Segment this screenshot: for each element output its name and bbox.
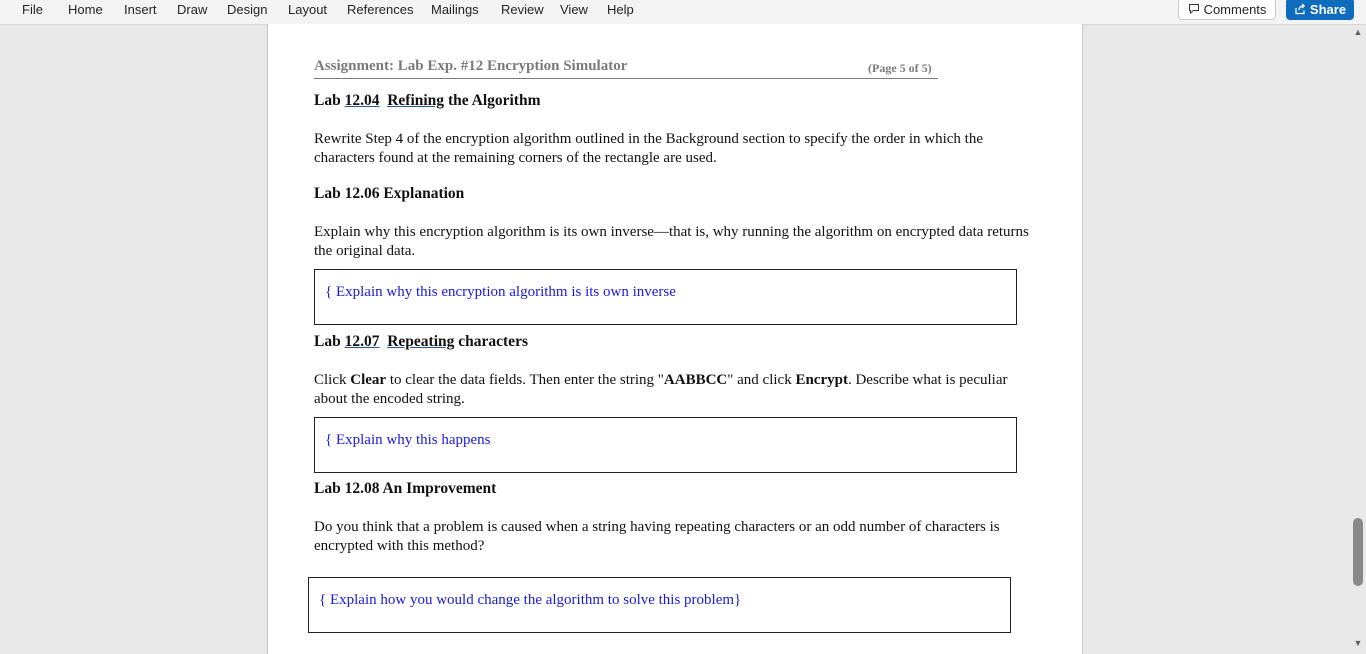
- share-label: Share: [1309, 1, 1347, 17]
- share-icon: [1294, 3, 1306, 15]
- menu-references[interactable]: References: [347, 2, 414, 17]
- text-run: Click: [314, 372, 351, 388]
- text-run: . Describe what is peculiar about the encoded string.: [314, 372, 1008, 407]
- menu-view[interactable]: View: [560, 2, 588, 17]
- page-header-number: (Page 5 of 5): [868, 61, 932, 75]
- answer-box-12-07[interactable]: [314, 417, 1017, 473]
- heading-number: 12.07: [344, 333, 380, 350]
- text-run: " and click: [727, 372, 796, 388]
- answer-box-12-06[interactable]: [314, 269, 1017, 325]
- menu-mailings[interactable]: Mailings: [431, 2, 479, 17]
- heading-lab-12-08: Lab 12.08 An Improvement: [314, 480, 497, 497]
- scroll-down-arrow-icon[interactable]: ▼: [1353, 638, 1363, 648]
- vertical-scrollbar-thumb[interactable]: [1353, 518, 1363, 586]
- page-header-title: Assignment: Lab Exp. #12 Encryption Simulator: [314, 58, 628, 74]
- heading-word: Refining: [387, 92, 445, 109]
- heading-word: Repeating: [387, 333, 455, 350]
- ribbon-menu-bar: [0, 0, 1366, 25]
- menu-draw[interactable]: Draw: [177, 2, 208, 17]
- comment-icon: [1188, 3, 1200, 15]
- scroll-up-arrow-icon[interactable]: ▲: [1353, 27, 1363, 37]
- share-button[interactable]: [1286, 0, 1354, 20]
- paragraph-12-04: Rewrite Step 4 of the encryption algorithm outlined in the Background section to specify the order in which the characters found at the remaining corners of the rectangle are used.: [314, 131, 984, 166]
- text-run: to clear the data fields. Then enter the string ": [386, 372, 664, 388]
- paragraph-12-06: Explain why this encryption algorithm is its own inverse—that is, why running the algorithm on encrypted data returns the original data.: [314, 224, 1029, 259]
- menu-file[interactable]: File: [22, 2, 43, 17]
- heading-lab-12-07: [314, 333, 528, 351]
- comments-button[interactable]: [1178, 0, 1276, 20]
- comments-label: Comments: [1203, 1, 1267, 17]
- heading-prefix: Lab: [314, 92, 345, 109]
- menu-design[interactable]: Design: [227, 2, 268, 17]
- heading-lab-12-06: Lab 12.06 Explanation: [314, 185, 465, 202]
- answer-box-12-08[interactable]: [308, 577, 1011, 633]
- heading-rest: the Algorithm: [444, 92, 541, 109]
- bold-clear: Clear: [350, 372, 387, 388]
- answer-prompt-12-07: { Explain why this happens: [325, 432, 491, 448]
- bold-encrypt: Encrypt: [795, 372, 848, 388]
- menu-home[interactable]: Home: [68, 2, 103, 17]
- menu-review[interactable]: Review: [501, 2, 544, 17]
- menu-layout[interactable]: Layout: [288, 2, 328, 17]
- paragraph-12-07: [314, 371, 1044, 408]
- menu-help[interactable]: Help: [607, 2, 634, 17]
- heading-rest: characters: [454, 333, 528, 350]
- answer-prompt-12-08: { Explain how you would change the algorithm to solve this problem}: [319, 592, 742, 608]
- answer-prompt-12-06: { Explain why this encryption algorithm is its own inverse: [325, 284, 676, 300]
- heading-lab-12-04: [314, 92, 541, 110]
- document-page[interactable]: [267, 24, 1083, 654]
- heading-number: 12.04: [344, 92, 380, 109]
- paragraph-12-08: Do you think that a problem is caused when a string having repeating characters or an odd number of characters is encrypted with this method?: [314, 519, 1000, 554]
- menu-insert[interactable]: Insert: [124, 2, 157, 17]
- bold-string: AABBCC: [663, 372, 728, 388]
- heading-prefix: Lab: [314, 333, 345, 350]
